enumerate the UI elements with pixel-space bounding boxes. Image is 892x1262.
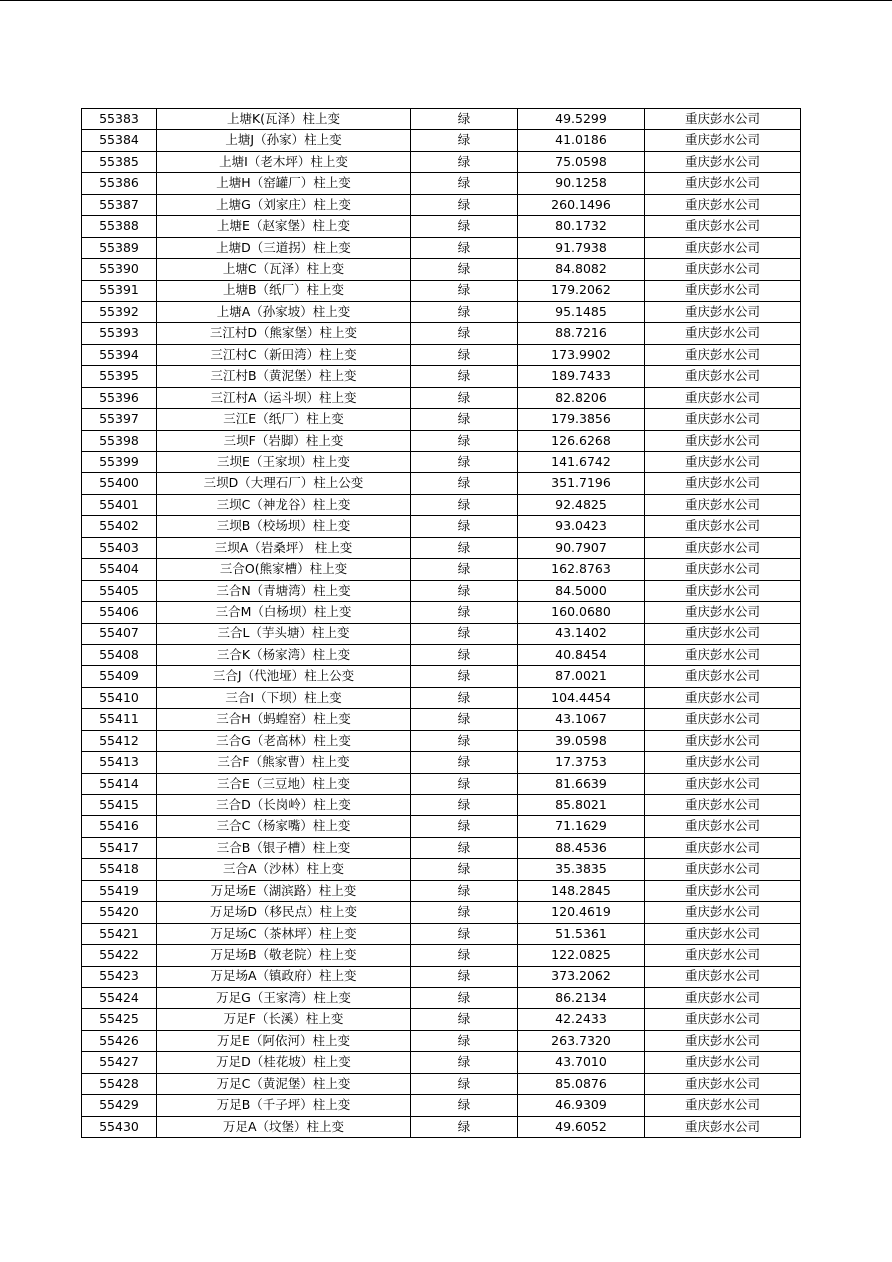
cell-id: 55414: [82, 773, 157, 794]
cell-value: 104.4454: [518, 687, 645, 708]
cell-color: 绿: [411, 1052, 518, 1073]
cell-value: 43.7010: [518, 1052, 645, 1073]
table-row: [82, 301, 801, 322]
cell-company: 重庆彭水公司: [645, 859, 801, 880]
cell-value: 42.2433: [518, 1009, 645, 1030]
cell-value: 263.7320: [518, 1030, 645, 1051]
cell-id: 55418: [82, 859, 157, 880]
cell-company: 重庆彭水公司: [645, 323, 801, 344]
cell-color: 绿: [411, 666, 518, 687]
cell-color: 绿: [411, 1030, 518, 1051]
cell-name: 三江村B（黄泥堡）柱上变: [157, 366, 411, 387]
cell-name: 万足D（桂花坡）柱上变: [157, 1052, 411, 1073]
cell-company: 重庆彭水公司: [645, 687, 801, 708]
table-row: [82, 387, 801, 408]
cell-company: 重庆彭水公司: [645, 194, 801, 215]
cell-color: 绿: [411, 945, 518, 966]
cell-color: 绿: [411, 494, 518, 515]
cell-color: 绿: [411, 966, 518, 987]
cell-id: 55391: [82, 280, 157, 301]
cell-company: 重庆彭水公司: [645, 537, 801, 558]
cell-name: 万足场E（湖滨路）柱上变: [157, 880, 411, 901]
cell-id: 55398: [82, 430, 157, 451]
cell-company: 重庆彭水公司: [645, 923, 801, 944]
cell-company: 重庆彭水公司: [645, 1116, 801, 1137]
cell-company: 重庆彭水公司: [645, 151, 801, 172]
cell-id: 55406: [82, 602, 157, 623]
cell-value: 84.8082: [518, 259, 645, 280]
cell-value: 82.8206: [518, 387, 645, 408]
cell-value: 122.0825: [518, 945, 645, 966]
cell-color: 绿: [411, 301, 518, 322]
cell-color: 绿: [411, 816, 518, 837]
cell-value: 40.8454: [518, 644, 645, 665]
cell-name: 三江村A（运斗坝）柱上变: [157, 387, 411, 408]
table-row: [82, 259, 801, 280]
cell-name: 三合F（熊家曹）柱上变: [157, 752, 411, 773]
cell-name: 三合I（下坝）柱上变: [157, 687, 411, 708]
cell-name: 三合M（白杨坝）柱上变: [157, 602, 411, 623]
page-top-rule: [0, 0, 892, 1]
cell-value: 85.0876: [518, 1073, 645, 1094]
cell-id: 55401: [82, 494, 157, 515]
cell-value: 51.5361: [518, 923, 645, 944]
cell-company: 重庆彭水公司: [645, 644, 801, 665]
table-row: [82, 795, 801, 816]
cell-id: 55428: [82, 1073, 157, 1094]
cell-value: 84.5000: [518, 580, 645, 601]
cell-company: 重庆彭水公司: [645, 880, 801, 901]
cell-color: 绿: [411, 1116, 518, 1137]
cell-value: 160.0680: [518, 602, 645, 623]
table-row: [82, 216, 801, 237]
cell-company: 重庆彭水公司: [645, 173, 801, 194]
table-row: [82, 730, 801, 751]
cell-value: 189.7433: [518, 366, 645, 387]
table-row: [82, 923, 801, 944]
cell-name: 三坝F（岩脚）柱上变: [157, 430, 411, 451]
cell-name: 三坝D（大理石厂）柱上公变: [157, 473, 411, 494]
table-row: [82, 859, 801, 880]
cell-company: 重庆彭水公司: [645, 987, 801, 1008]
cell-name: 万足A（坟堡）柱上变: [157, 1116, 411, 1137]
cell-id: 55394: [82, 344, 157, 365]
cell-id: 55413: [82, 752, 157, 773]
table-row: [82, 323, 801, 344]
table-row: [82, 966, 801, 987]
cell-id: 55422: [82, 945, 157, 966]
cell-color: 绿: [411, 409, 518, 430]
cell-value: 95.1485: [518, 301, 645, 322]
cell-value: 93.0423: [518, 516, 645, 537]
cell-id: 55427: [82, 1052, 157, 1073]
cell-color: 绿: [411, 644, 518, 665]
cell-color: 绿: [411, 1095, 518, 1116]
cell-name: 三江村D（熊家堡）柱上变: [157, 323, 411, 344]
cell-id: 55408: [82, 644, 157, 665]
cell-company: 重庆彭水公司: [645, 730, 801, 751]
cell-id: 55420: [82, 902, 157, 923]
cell-value: 80.1732: [518, 216, 645, 237]
cell-name: 万足C（黄泥堡）柱上变: [157, 1073, 411, 1094]
cell-value: 88.4536: [518, 837, 645, 858]
transformer-table: [81, 108, 801, 1138]
table-row: [82, 666, 801, 687]
cell-company: 重庆彭水公司: [645, 1095, 801, 1116]
cell-company: 重庆彭水公司: [645, 237, 801, 258]
cell-value: 39.0598: [518, 730, 645, 751]
cell-id: 55397: [82, 409, 157, 430]
cell-value: 90.1258: [518, 173, 645, 194]
cell-id: 55425: [82, 1009, 157, 1030]
cell-name: 上塘I（老木坪）柱上变: [157, 151, 411, 172]
cell-company: 重庆彭水公司: [645, 216, 801, 237]
cell-id: 55419: [82, 880, 157, 901]
cell-company: 重庆彭水公司: [645, 109, 801, 130]
cell-name: 万足E（阿依河）柱上变: [157, 1030, 411, 1051]
cell-value: 43.1402: [518, 623, 645, 644]
cell-name: 上塘A（孙家坡）柱上变: [157, 301, 411, 322]
cell-value: 88.7216: [518, 323, 645, 344]
cell-company: 重庆彭水公司: [645, 301, 801, 322]
cell-id: 55423: [82, 966, 157, 987]
cell-value: 162.8763: [518, 559, 645, 580]
cell-id: 55402: [82, 516, 157, 537]
cell-id: 55426: [82, 1030, 157, 1051]
table-row: [82, 173, 801, 194]
cell-company: 重庆彭水公司: [645, 1009, 801, 1030]
cell-value: 260.1496: [518, 194, 645, 215]
table-row: [82, 366, 801, 387]
cell-color: 绿: [411, 923, 518, 944]
cell-value: 373.2062: [518, 966, 645, 987]
table-row: [82, 409, 801, 430]
cell-company: 重庆彭水公司: [645, 966, 801, 987]
cell-name: 三坝E（王家坝）柱上变: [157, 452, 411, 473]
cell-id: 55399: [82, 452, 157, 473]
table-row: [82, 602, 801, 623]
cell-company: 重庆彭水公司: [645, 602, 801, 623]
cell-id: 55424: [82, 987, 157, 1008]
cell-company: 重庆彭水公司: [645, 280, 801, 301]
cell-name: 三江村C（新田湾）柱上变: [157, 344, 411, 365]
table-row: [82, 1073, 801, 1094]
cell-name: 万足B（千子坪）柱上变: [157, 1095, 411, 1116]
cell-name: 上塘E（赵家堡）柱上变: [157, 216, 411, 237]
cell-color: 绿: [411, 730, 518, 751]
table-row: [82, 1095, 801, 1116]
table-row: [82, 516, 801, 537]
cell-color: 绿: [411, 259, 518, 280]
cell-color: 绿: [411, 837, 518, 858]
cell-color: 绿: [411, 387, 518, 408]
cell-color: 绿: [411, 280, 518, 301]
cell-color: 绿: [411, 602, 518, 623]
cell-company: 重庆彭水公司: [645, 902, 801, 923]
cell-name: 上塘G（刘家庄）柱上变: [157, 194, 411, 215]
cell-name: 万足场B（敬老院）柱上变: [157, 945, 411, 966]
cell-id: 55416: [82, 816, 157, 837]
cell-color: 绿: [411, 151, 518, 172]
table-row: [82, 752, 801, 773]
cell-name: 三坝B（校场坝）柱上变: [157, 516, 411, 537]
cell-color: 绿: [411, 366, 518, 387]
cell-color: 绿: [411, 194, 518, 215]
cell-color: 绿: [411, 237, 518, 258]
cell-name: 上塘B（纸厂）柱上变: [157, 280, 411, 301]
cell-name: 三合C（杨家嘴）柱上变: [157, 816, 411, 837]
cell-value: 46.9309: [518, 1095, 645, 1116]
cell-name: 上塘C（瓦泽）柱上变: [157, 259, 411, 280]
cell-name: 上塘K(瓦泽）柱上变: [157, 109, 411, 130]
cell-name: 三合N（青塘湾）柱上变: [157, 580, 411, 601]
cell-value: 43.1067: [518, 709, 645, 730]
table-row: [82, 1116, 801, 1137]
cell-color: 绿: [411, 1009, 518, 1030]
cell-name: 三合K（杨家湾）柱上变: [157, 644, 411, 665]
cell-id: 55387: [82, 194, 157, 215]
cell-value: 148.2845: [518, 880, 645, 901]
cell-value: 41.0186: [518, 130, 645, 151]
cell-value: 91.7938: [518, 237, 645, 258]
cell-color: 绿: [411, 580, 518, 601]
cell-name: 万足G（王家湾）柱上变: [157, 987, 411, 1008]
cell-name: 三合L（芋头塘）柱上变: [157, 623, 411, 644]
cell-id: 55407: [82, 623, 157, 644]
cell-company: 重庆彭水公司: [645, 409, 801, 430]
cell-value: 179.3856: [518, 409, 645, 430]
cell-color: 绿: [411, 516, 518, 537]
cell-company: 重庆彭水公司: [645, 473, 801, 494]
cell-value: 173.9902: [518, 344, 645, 365]
cell-company: 重庆彭水公司: [645, 816, 801, 837]
cell-value: 49.6052: [518, 1116, 645, 1137]
table-row: [82, 902, 801, 923]
cell-name: 三江E（纸厂）柱上变: [157, 409, 411, 430]
table-row: [82, 494, 801, 515]
table-row: [82, 151, 801, 172]
cell-value: 90.7907: [518, 537, 645, 558]
cell-color: 绿: [411, 752, 518, 773]
table-row: [82, 130, 801, 151]
cell-color: 绿: [411, 130, 518, 151]
table-row: [82, 559, 801, 580]
table-row: [82, 709, 801, 730]
cell-id: 55390: [82, 259, 157, 280]
cell-id: 55393: [82, 323, 157, 344]
cell-company: 重庆彭水公司: [645, 259, 801, 280]
cell-id: 55412: [82, 730, 157, 751]
cell-id: 55384: [82, 130, 157, 151]
table-body: [82, 109, 801, 1138]
cell-color: 绿: [411, 323, 518, 344]
cell-company: 重庆彭水公司: [645, 452, 801, 473]
cell-value: 179.2062: [518, 280, 645, 301]
cell-company: 重庆彭水公司: [645, 1030, 801, 1051]
cell-value: 81.6639: [518, 773, 645, 794]
cell-value: 141.6742: [518, 452, 645, 473]
table-row: [82, 580, 801, 601]
cell-name: 三合A（沙林）柱上变: [157, 859, 411, 880]
cell-company: 重庆彭水公司: [645, 366, 801, 387]
table-row: [82, 623, 801, 644]
table-row: [82, 644, 801, 665]
cell-company: 重庆彭水公司: [645, 559, 801, 580]
table-row: [82, 452, 801, 473]
cell-name: 三合G（老高林）柱上变: [157, 730, 411, 751]
cell-id: 55409: [82, 666, 157, 687]
table-row: [82, 473, 801, 494]
cell-id: 55395: [82, 366, 157, 387]
cell-company: 重庆彭水公司: [645, 1052, 801, 1073]
cell-id: 55410: [82, 687, 157, 708]
table-row: [82, 687, 801, 708]
cell-company: 重庆彭水公司: [645, 709, 801, 730]
table-row: [82, 773, 801, 794]
cell-id: 55400: [82, 473, 157, 494]
table-row: [82, 1052, 801, 1073]
table-row: [82, 1009, 801, 1030]
cell-value: 17.3753: [518, 752, 645, 773]
cell-color: 绿: [411, 880, 518, 901]
cell-color: 绿: [411, 987, 518, 1008]
cell-color: 绿: [411, 344, 518, 365]
cell-company: 重庆彭水公司: [645, 752, 801, 773]
cell-company: 重庆彭水公司: [645, 580, 801, 601]
cell-id: 55411: [82, 709, 157, 730]
cell-name: 万足场C（茶林坪）柱上变: [157, 923, 411, 944]
cell-value: 92.4825: [518, 494, 645, 515]
cell-id: 55385: [82, 151, 157, 172]
cell-value: 71.1629: [518, 816, 645, 837]
cell-color: 绿: [411, 216, 518, 237]
cell-color: 绿: [411, 452, 518, 473]
cell-color: 绿: [411, 537, 518, 558]
cell-name: 三合H（蚂蝗窑）柱上变: [157, 709, 411, 730]
cell-value: 75.0598: [518, 151, 645, 172]
cell-id: 55403: [82, 537, 157, 558]
cell-value: 35.3835: [518, 859, 645, 880]
cell-name: 万足场A（镇政府）柱上变: [157, 966, 411, 987]
cell-color: 绿: [411, 173, 518, 194]
cell-company: 重庆彭水公司: [645, 130, 801, 151]
table-row: [82, 537, 801, 558]
cell-value: 85.8021: [518, 795, 645, 816]
cell-id: 55405: [82, 580, 157, 601]
cell-name: 三坝C（神龙谷）柱上变: [157, 494, 411, 515]
table-row: [82, 837, 801, 858]
cell-id: 55386: [82, 173, 157, 194]
table-row: [82, 880, 801, 901]
cell-id: 55404: [82, 559, 157, 580]
cell-color: 绿: [411, 687, 518, 708]
cell-name: 三合O(熊家槽）柱上变: [157, 559, 411, 580]
cell-company: 重庆彭水公司: [645, 1073, 801, 1094]
cell-color: 绿: [411, 623, 518, 644]
table-row: [82, 280, 801, 301]
cell-name: 三合D（长岗岭）柱上变: [157, 795, 411, 816]
table-row: [82, 1030, 801, 1051]
cell-id: 55396: [82, 387, 157, 408]
cell-color: 绿: [411, 773, 518, 794]
table-row: [82, 816, 801, 837]
cell-color: 绿: [411, 109, 518, 130]
cell-company: 重庆彭水公司: [645, 666, 801, 687]
cell-value: 86.2134: [518, 987, 645, 1008]
cell-company: 重庆彭水公司: [645, 837, 801, 858]
cell-color: 绿: [411, 795, 518, 816]
cell-color: 绿: [411, 473, 518, 494]
cell-id: 55388: [82, 216, 157, 237]
cell-name: 上塘J（孙家）柱上变: [157, 130, 411, 151]
cell-value: 126.6268: [518, 430, 645, 451]
cell-name: 万足F（长溪）柱上变: [157, 1009, 411, 1030]
table-row: [82, 194, 801, 215]
table-row: [82, 945, 801, 966]
cell-company: 重庆彭水公司: [645, 344, 801, 365]
table-row: [82, 987, 801, 1008]
cell-company: 重庆彭水公司: [645, 516, 801, 537]
cell-color: 绿: [411, 709, 518, 730]
cell-name: 三合J（代池垭）柱上公变: [157, 666, 411, 687]
table-row: [82, 109, 801, 130]
cell-id: 55389: [82, 237, 157, 258]
cell-color: 绿: [411, 559, 518, 580]
table-row: [82, 237, 801, 258]
cell-id: 55429: [82, 1095, 157, 1116]
cell-value: 120.4619: [518, 902, 645, 923]
cell-id: 55417: [82, 837, 157, 858]
cell-name: 上塘H（窑罐厂）柱上变: [157, 173, 411, 194]
cell-company: 重庆彭水公司: [645, 494, 801, 515]
cell-color: 绿: [411, 859, 518, 880]
cell-color: 绿: [411, 430, 518, 451]
cell-id: 55415: [82, 795, 157, 816]
cell-name: 三合E（三豆地）柱上变: [157, 773, 411, 794]
cell-name: 万足场D（移民点）柱上变: [157, 902, 411, 923]
cell-color: 绿: [411, 902, 518, 923]
cell-id: 55392: [82, 301, 157, 322]
cell-company: 重庆彭水公司: [645, 795, 801, 816]
cell-company: 重庆彭水公司: [645, 430, 801, 451]
table-row: [82, 344, 801, 365]
cell-company: 重庆彭水公司: [645, 387, 801, 408]
cell-company: 重庆彭水公司: [645, 623, 801, 644]
cell-color: 绿: [411, 1073, 518, 1094]
cell-id: 55430: [82, 1116, 157, 1137]
cell-value: 49.5299: [518, 109, 645, 130]
cell-id: 55383: [82, 109, 157, 130]
cell-value: 87.0021: [518, 666, 645, 687]
cell-id: 55421: [82, 923, 157, 944]
table-row: [82, 430, 801, 451]
cell-name: 上塘D（三道拐）柱上变: [157, 237, 411, 258]
cell-company: 重庆彭水公司: [645, 945, 801, 966]
cell-value: 351.7196: [518, 473, 645, 494]
cell-company: 重庆彭水公司: [645, 773, 801, 794]
cell-name: 三坝A（岩桑坪） 柱上变: [157, 537, 411, 558]
cell-name: 三合B（银子槽）柱上变: [157, 837, 411, 858]
